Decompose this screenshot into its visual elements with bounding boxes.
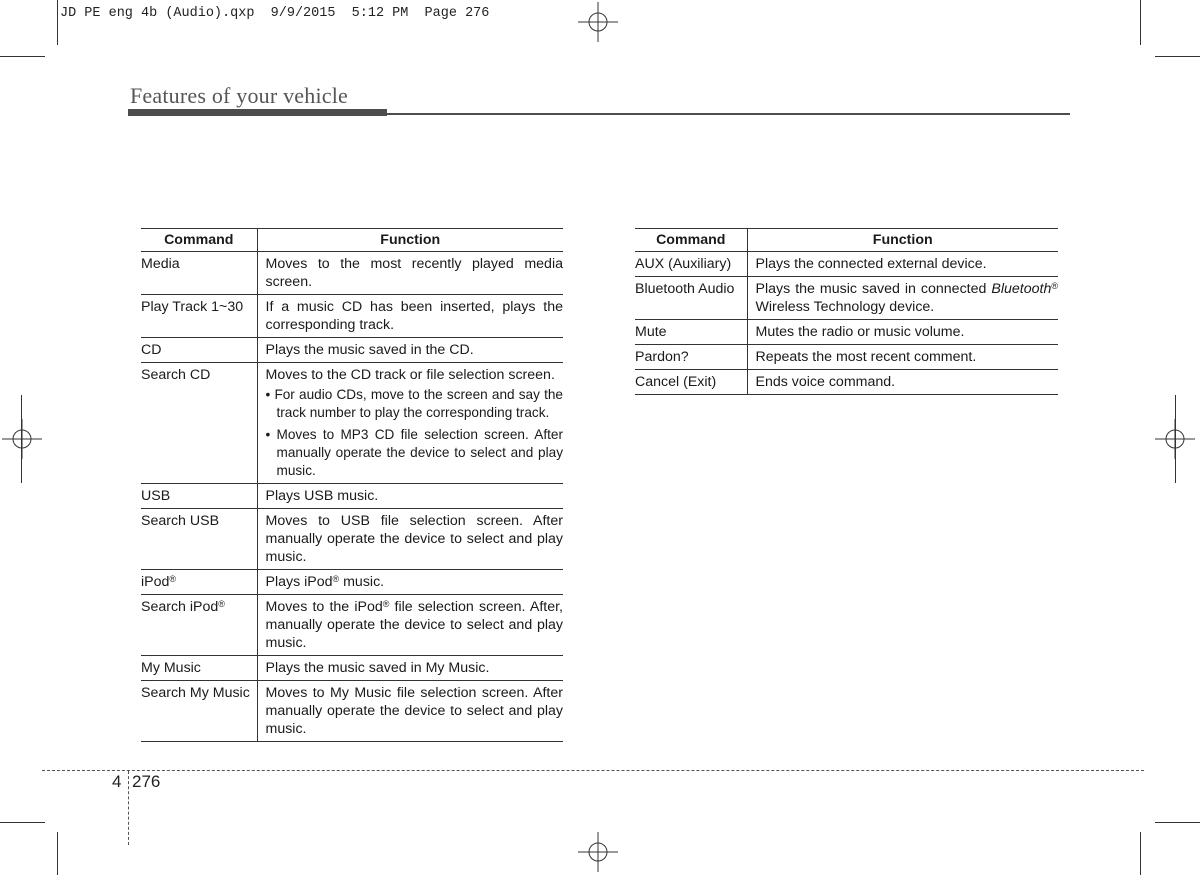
registered-mark: ® <box>1051 281 1058 291</box>
voice-command-table-left <box>141 228 563 742</box>
command-cell: Search CD <box>141 363 257 484</box>
bullet-item: • For audio CDs, move to the screen and say the track number to play the corresponding track. <box>265 387 563 420</box>
column-header-command: Command <box>635 229 747 252</box>
command-cell: Media <box>141 252 257 295</box>
chapter-number: 4 <box>112 772 122 791</box>
function-cell: If a music CD has been inserted, plays the corresponding track. <box>257 295 563 338</box>
title-rule-thick <box>128 109 387 116</box>
footer-divider <box>128 771 129 845</box>
command-cell: CD <box>141 338 257 363</box>
print-header: JD PE eng 4b (Audio).qxp 9/9/2015 5:12 PM Page 276 <box>60 6 490 21</box>
registered-mark: ® <box>218 599 225 609</box>
registration-target-icon <box>2 419 42 459</box>
function-cell: Moves to USB file selection screen. After manually operate the device to select and play music. <box>257 509 563 570</box>
command-cell: Search My Music <box>141 681 257 742</box>
function-cell <box>257 363 563 484</box>
table-row <box>635 277 1058 320</box>
function-text-italic: Bluetooth <box>991 281 1052 297</box>
table-row <box>141 570 563 595</box>
function-cell: Moves to the most recently played media screen. <box>257 252 563 295</box>
function-cell: Repeats the most recent comment. <box>747 345 1058 370</box>
column-header-function: Function <box>747 229 1058 252</box>
command-cell: Bluetooth Audio <box>635 277 747 320</box>
command-cell: Cancel (Exit) <box>635 370 747 395</box>
table-header-row <box>635 229 1058 252</box>
title-rule-thin <box>387 113 1070 115</box>
table-row <box>141 509 563 570</box>
function-cell: Plays the connected external device. <box>747 252 1058 277</box>
registered-mark: ® <box>332 574 340 584</box>
function-cell: Moves to My Music file selection screen. After manually operate the device to select and play music. <box>257 681 563 742</box>
bullet-item: • Moves to MP3 CD file selection screen. After manually operate the device to select and play music. <box>265 427 563 478</box>
table-row <box>141 363 563 484</box>
command-cell: Play Track 1~30 <box>141 295 257 338</box>
footer-rule <box>42 770 1144 771</box>
page-number: 276 <box>132 772 161 791</box>
table-row <box>141 252 563 295</box>
table-header-row <box>141 229 563 252</box>
table-row <box>141 656 563 681</box>
column-header-command: Command <box>141 229 257 252</box>
command-cell: AUX (Auxiliary) <box>635 252 747 277</box>
table-row <box>635 320 1058 345</box>
function-text: Moves to the CD track or file selection screen. <box>265 367 555 383</box>
function-text: Plays the music saved in connected <box>755 281 987 297</box>
function-cell <box>257 570 563 595</box>
table-row <box>141 484 563 509</box>
table-row <box>635 370 1058 395</box>
command-cell <box>141 570 257 595</box>
registered-mark: ® <box>382 599 390 609</box>
table-row <box>635 345 1058 370</box>
registration-target-icon <box>578 832 618 872</box>
voice-command-table-right <box>635 228 1058 395</box>
function-text: Plays iPod <box>265 574 333 590</box>
function-text: Moves to the iPod <box>265 599 383 615</box>
table-row <box>141 338 563 363</box>
command-text: Search iPod <box>141 599 219 615</box>
function-cell <box>747 277 1058 320</box>
function-cell <box>257 595 563 656</box>
function-text: file selection screen. After, manually operate the device to select and play music. <box>265 599 563 651</box>
table-row <box>141 595 563 656</box>
function-text: Wireless Technology device. <box>755 299 935 315</box>
command-cell: Pardon? <box>635 345 747 370</box>
command-cell: Mute <box>635 320 747 345</box>
table-row <box>635 252 1058 277</box>
command-cell: My Music <box>141 656 257 681</box>
function-cell: Plays the music saved in the CD. <box>257 338 563 363</box>
command-cell: USB <box>141 484 257 509</box>
table-row <box>141 681 563 742</box>
registered-mark: ® <box>169 574 177 584</box>
table-row <box>141 295 563 338</box>
registration-target-icon <box>578 2 618 42</box>
column-header-function: Function <box>257 229 563 252</box>
function-cell: Ends voice command. <box>747 370 1058 395</box>
function-text: music. <box>339 574 385 590</box>
section-title: Features of your vehicle <box>130 83 349 108</box>
command-cell: Search USB <box>141 509 257 570</box>
function-cell: Plays the music saved in My Music. <box>257 656 563 681</box>
command-text: iPod <box>141 574 170 590</box>
function-cell: Mutes the radio or music volume. <box>747 320 1058 345</box>
function-cell: Plays USB music. <box>257 484 563 509</box>
command-cell <box>141 595 257 656</box>
